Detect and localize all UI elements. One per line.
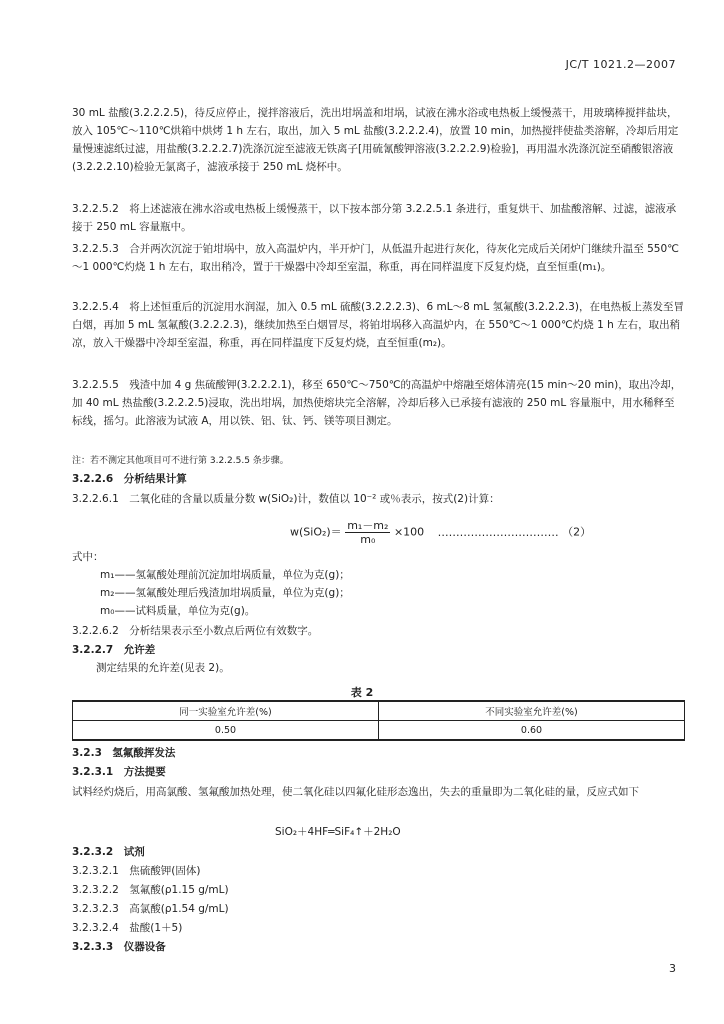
formula-2 <box>290 519 591 546</box>
note: 注：若不测定其他项目可不进行第 3.2.2.5.5 条步骤。 <box>72 456 289 466</box>
formula-lhs: w(SiO₂)＝ <box>290 525 342 539</box>
table-header-row <box>73 701 685 721</box>
reagent-4: 3.2.3.2.4 盐酸(1＋5) <box>72 922 183 934</box>
formula-fraction <box>345 519 390 546</box>
heading-3-2-3-3: 3.2.3.3 仪器设备 <box>72 941 166 953</box>
table-row <box>73 721 685 741</box>
formula-denominator: m₀ <box>360 533 376 546</box>
heading-3-2-3-2: 3.2.3.2 试剂 <box>72 846 145 858</box>
table-header-cell: 不同实验室允许差(%) <box>379 701 685 721</box>
formula-rhs: ×100 <box>393 525 425 539</box>
table-cell: 0.50 <box>73 721 379 741</box>
paragraph-3-2-2-6-1: 3.2.2.6.1 二氧化硅的含量以质量分数 w(SiO₂)计，数值以 10⁻² 或％表示，按式(2)计算： <box>72 493 500 505</box>
formula-numerator: m₁－m₂ <box>347 519 389 532</box>
page-number: 3 <box>669 962 676 975</box>
heading-3-2-3: 3.2.3 氢氟酸挥发法 <box>72 747 176 759</box>
heading-3-2-2-6: 3.2.2.6 分析结果计算 <box>72 473 187 485</box>
table-header-cell: 同一实验室允许差(%) <box>73 701 379 721</box>
table-title: 表 2 <box>350 686 374 699</box>
paragraph-3-2-2-5-2: 3.2.2.5.2 将上述滤液在沸水浴或电热板上缓慢蒸干，以下按本部分第 3.2.2.5.1 条进行，重复烘干、加盐酸溶解、过滤，滤液承接于 250 mL 容量瓶中。 <box>72 203 677 233</box>
reagent-2: 3.2.3.2.2 氢氟酸(ρ1.15 g/mL) <box>72 884 229 896</box>
paragraph-3-2-2-5-4: 3.2.2.5.4 将上述恒重后的沉淀用水润湿，加入 0.5 mL 硫酸(3.2.2.2.3)、6 mL～8 mL 氢氟酸(3.2.2.2.3)，在电热板上蒸发至冒白烟，再加 5 mL 氢氟酸(3.2.2.2.3)，继续加热至白烟冒尽，将铂坩埚移入高温炉内，在 550℃～1 000℃灼烧 1 h 左右，取出稍凉，放入干燥器中冷却至室温，称重，再在同样温度下反复灼烧，直至恒重(m₂)。 <box>72 301 684 349</box>
variable-m0: m₀——试料质量，单位为克(g)。 <box>100 605 256 617</box>
document-code: JC/T 1021.2—2007 <box>565 58 676 71</box>
heading-3-2-2-7: 3.2.2.7 允许差 <box>72 644 156 656</box>
reagent-1: 3.2.3.2.1 焦硫酸钾(固体) <box>72 865 201 877</box>
paragraph-3-2-2-5-1-cont: 30 mL 盐酸(3.2.2.2.5)，待反应停止，搅拌溶液后，洗出坩埚盖和坩埚，试液在沸水浴或电热板上缓慢蒸干，用玻璃棒搅拌盐块，放入 105℃～110℃烘箱中烘烤 1 h 左右，取出，加入 5 mL 盐酸(3.2.2.2.4)，放置 10 min，加热搅拌使盐类溶解，冷却后用定量慢速滤纸过滤，用盐酸(3.2.2.2.7)洗涤沉淀至滤液无铁离子[用硫氰酸钾溶液(3.2.2.2.9)检验]，再用温水洗涤沉淀至硝酸银溶液(3.2.2.2.10)检验无氯离子，滤液承接于 250 mL 烧杯中。 <box>72 107 679 173</box>
formula-number: （2） <box>562 525 592 539</box>
reagent-3: 3.2.3.2.3 高氯酸(ρ1.54 g/mL) <box>72 903 229 915</box>
where-label: 式中： <box>72 551 104 563</box>
variable-m1: m₁——氢氟酸处理前沉淀加坩埚质量，单位为克(g)； <box>100 569 350 581</box>
paragraph-method-summary: 试料经灼烧后，用高氯酸、氢氟酸加热处理，使二氧化硅以四氟化硅形态逸出，失去的重量即为二氧化硅的量，反应式如下 <box>72 786 639 798</box>
paragraph-3-2-2-6-2: 3.2.2.6.2 分析结果表示至小数点后两位有效数字。 <box>72 625 319 637</box>
variable-m2: m₂——氢氟酸处理后残渣加坩埚质量，单位为克(g)； <box>100 587 350 599</box>
paragraph-3-2-2-5-5: 3.2.2.5.5 残渣中加 4 g 焦硫酸钾(3.2.2.2.1)，移至 650℃～750℃的高温炉中熔融至熔体清亮(15 min～20 min)，取出冷却，加 40 mL 热盐酸(3.2.2.2.5)浸取，洗出坩埚，加热使熔块完全溶解，冷却后移入已承接有滤液的 250 mL 容量瓶中，用水稀释至标线，摇匀。此溶液为试液 A，用以铁、铝、钛、钙、镁等项目测定。 <box>72 379 682 427</box>
heading-3-2-3-1: 3.2.3.1 方法提要 <box>72 766 166 778</box>
table-cell: 0.60 <box>379 721 685 741</box>
paragraph-tolerance: 测定结果的允许差(见表 2)。 <box>96 662 230 674</box>
reaction-equation: SiO₂＋4HF═SiF₄↑＋2H₂O <box>275 826 401 838</box>
formula-leader: …………………………… <box>437 525 559 539</box>
tolerance-table <box>72 700 685 741</box>
paragraph-3-2-2-5-3: 3.2.2.5.3 合并两次沉淀于铂坩埚中，放入高温炉内，半开炉门，从低温升起进行灰化，待灰化完成后关闭炉门继续升温至 550℃～1 000℃灼烧 1 h 左右，取出稍冷，置于干燥器中冷却至室温，称重，再在同样温度下反复灼烧，直至恒重(m₁)。 <box>72 243 679 273</box>
